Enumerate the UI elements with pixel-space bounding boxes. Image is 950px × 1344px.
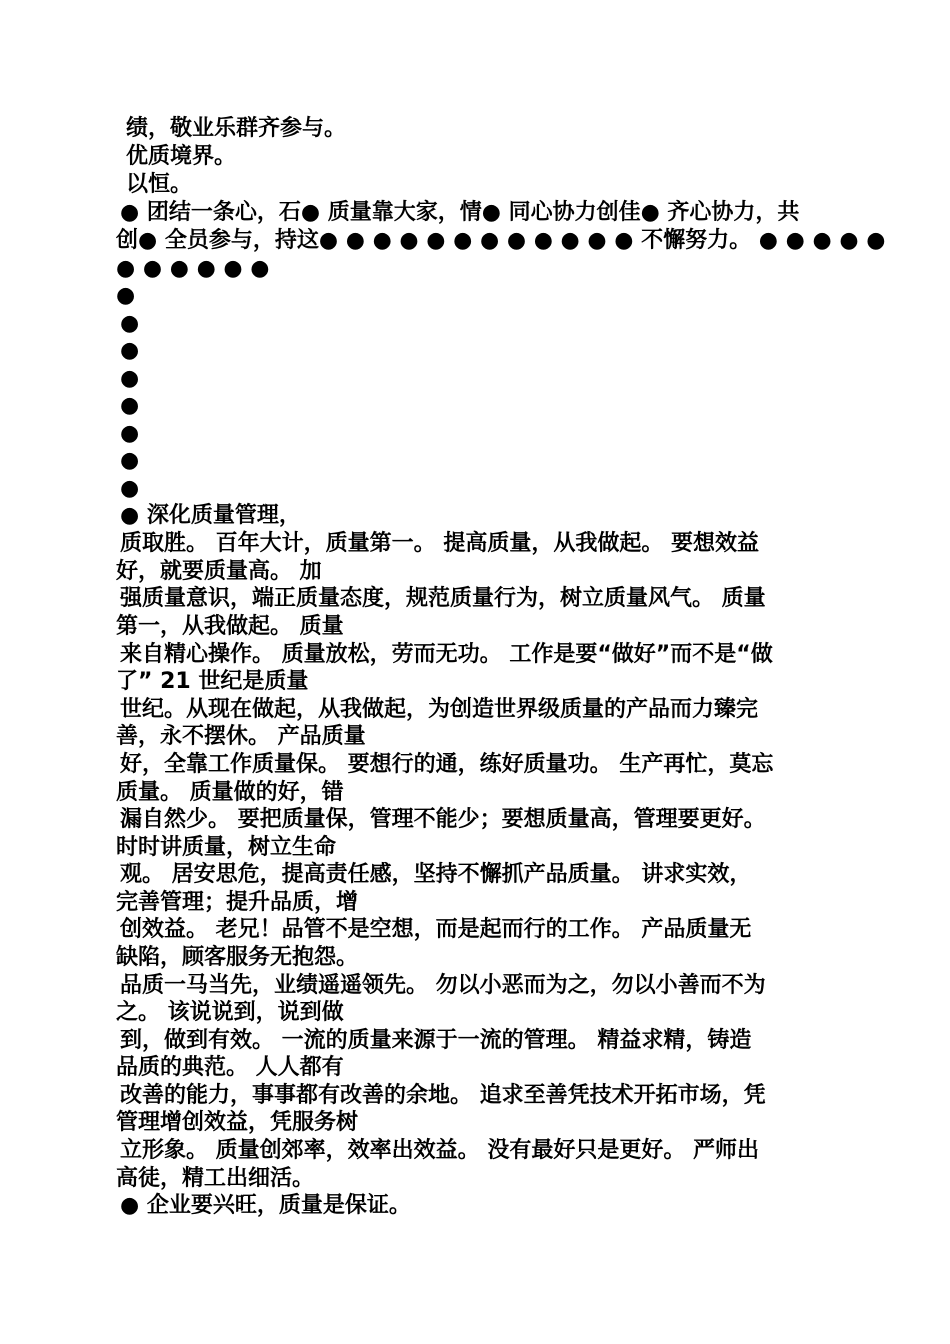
text-line: 好，就要质量高。 加 [116,559,322,584]
text-line: 好，全靠工作质量保。 要想行的通，练好质量功。 生产再忙，莫忘 [120,752,774,777]
text-line: 善，永不摆休。 产品质量 [116,724,366,749]
text-line: 优质境界。 [126,144,237,169]
text-line: 创● 全员参与，持这● ● ● ● ● ● ● ● ● ● ● ● 不懈努力。 ● ● ● ● ● [116,228,886,253]
text-line: 时时讲质量，树立生命 [116,835,337,860]
text-line: ● 团结一条心，石● 质量靠大家，情● 同心协力创佳● 齐心协力，共 [120,200,800,225]
text-line: 强质量意识，端正质量态度，规范质量行为，树立质量风气。 质量 [120,586,766,611]
text-line: ● ● ● ● ● ● [116,256,270,281]
bullet-line: ● [120,476,140,501]
bullet-line: ● [120,366,140,391]
bullet-line: ● [120,338,140,363]
text-line: 漏自然少。 要把质量保，管理不能少；要想质量高，管理要更好。 [120,807,766,832]
text-line: 世纪。从现在做起，从我做起，为创造世界级质量的产品而力臻完 [120,697,759,722]
text-line: 品质一马当先，业绩遥遥领先。 勿以小恶而为之，勿以小善而不为 [120,973,766,998]
bullet-line: ● [120,311,140,336]
text-line: 质取胜。 百年大计，质量第一。 提高质量，从我做起。 要想效益 [120,531,759,556]
text-line: 第一，从我做起。 质量 [116,614,344,639]
text-line: 创效益。 老兄！品管不是空想，而是起而行的工作。 产品质量无 [120,917,752,942]
text-line: 观。 居安思危，提高责任感，坚持不懈抓产品质量。 讲求实效， [120,862,752,887]
text-line: ● 深化质量管理， [120,503,301,528]
text-line: 改善的能力，事事都有改善的余地。 追求至善凭技术开拓市场，凭 [120,1083,766,1108]
text-line: 管理增创效益，凭服务树 [116,1110,359,1135]
text-line: 绩，敬业乐群齐参与。 [126,116,347,141]
text-line: 品质的典范。 人人都有 [116,1055,344,1080]
text-line: 高徒，精工出细活。 [116,1166,315,1191]
bullet-line: ● [116,283,136,308]
text-line: 了” 21 世纪是质量 [116,669,309,694]
text-line: 立形象。 质量创郊率，效率出效益。 没有最好只是更好。 严师出 [120,1138,759,1163]
text-line: 到，做到有效。 一流的质量来源于一流的管理。 精益求精，铸造 [120,1028,752,1053]
bullet-line: ● [120,421,140,446]
text-line: 完善管理；提升品质，增 [116,890,359,915]
text-line: 质量。 质量做的好，错 [116,780,344,805]
text-line: 来自精心操作。 质量放松，劳而无功。 工作是要“做好”而不是“做 [120,642,773,667]
bullet-line: ● [120,393,140,418]
text-line: ● 企业要兴旺，质量是保证。 [120,1193,411,1218]
text-line: 之。 该说说到，说到做 [116,1000,344,1025]
bullet-line: ● [120,448,140,473]
text-line: 以恒。 [126,172,193,197]
text-line: 缺陷，顾客服务无抱怨。 [116,945,359,970]
